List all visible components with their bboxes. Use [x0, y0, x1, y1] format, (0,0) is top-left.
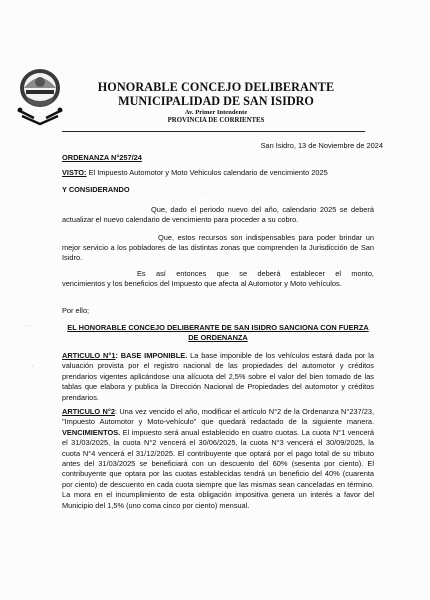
scan-speck: .,	[30, 362, 34, 368]
scan-speck: · , .	[22, 322, 31, 328]
para3-rest: vencimientos y los beneficios del Impuesto que afecta al Automotor y Moto vehículos.	[62, 279, 342, 288]
considerando-heading: Y CONSIDERANDO	[62, 185, 130, 194]
header-province: PROVINCIA DE CORRIENTES	[167, 117, 265, 124]
scan-speck: · .	[200, 190, 206, 196]
art1-text: La base imponible de los vehículos estará dada por la valuación provista por el registro nacional de las propiedades del automotor y créditos prendarios vigentes aplicándose una alícuota del 2,5% sobre el valor del bien tomado de las tablas que elabora y publica la Dirección Nacional de Propiedades del automotor y créditos prendarios.	[62, 351, 374, 402]
art1-label: ARTICULO N°1	[62, 351, 116, 360]
por-ello: Por ello;	[62, 306, 90, 315]
articulo-1	[62, 351, 374, 403]
ordenanza-number: ORDENANZA N°257/24	[62, 153, 142, 162]
sanciona-heading: EL HONORABLE CONCEJO DELIBERANTE DE SAN ISIDRO SANCIONA CON FUERZA DE ORDENANZA	[67, 323, 369, 343]
header-address: Av. Primer Intendente	[184, 109, 248, 116]
para2-first-line: Que, estos recursos son indispensables para poder brindar un	[158, 233, 374, 242]
visto-line	[62, 168, 392, 178]
document-date: San Isidro, 13 de Noviembre de 2024	[260, 141, 383, 150]
para3-first-line: Es así entonces que se deberá establecer el monto,	[137, 269, 374, 278]
art2-vencimientos: VENCIMIENTOS.	[62, 427, 121, 437]
para1-rest: actualizar el nuevo calendario de vencimiento para proceder a su cobro.	[62, 215, 299, 224]
visto-text: El Impuesto Automotor y Moto Vehiculos calendario de vencimiento 2025	[88, 168, 328, 177]
art2-text-2: El impuesto será anual establecido en cuatro cuotas. La cuota N°1 vencerá el 31/03/2025, la cuota N°2 vencerá el 30/06/2025, la cuota N°3 vencerá el 30/09/2025, la cuota N°4 vencerá el 31/12/2025. El contribuyente que optará por el pago total de su tributo antes del 31/03/2025 se beneficiará con un descuento del 60% (sesenta por ciento). El contribuyente que optara por las cuotas establecidas tendrá un beneficio del 40% (cuarenta por ciento) de descuento en cada cuota siempre que las mismas sean canceladas en término. La mora en el incumplimiento de esta obligación impositiva genera un interés a favor del Municipio del 1,5% (uno coma cinco por ciento) mensual.	[62, 427, 374, 510]
art2-text-1: : Una vez vencido el año, modificar el artículo N°2 de la Ordenanza N°237/23, "Impuesto Automotor y Moto-vehículo" que quedará redactado de la siguiente manera.	[62, 407, 375, 427]
art2-label: ARTICULO N°2	[62, 407, 115, 416]
para1-first-line: Que, dado el periodo nuevo del año, calendario 2025 se deberá	[151, 205, 374, 214]
header-divider	[62, 131, 365, 132]
header-municipality: MUNICIPALIDAD DE SAN ISIDRO	[118, 94, 314, 108]
municipal-seal-icon	[12, 66, 68, 130]
articulo-2	[62, 407, 374, 511]
para2-rest: mejor servicio a los pobladores de las distintas zonas que comprenden la Jurisdicción de San Isidro.	[62, 243, 374, 263]
art1-title: : BASE IMPONIBLE.	[115, 351, 188, 360]
header-title: HONORABLE CONCEJO DELIBERANTE	[97, 80, 335, 94]
visto-label: VISTO:	[62, 168, 87, 177]
